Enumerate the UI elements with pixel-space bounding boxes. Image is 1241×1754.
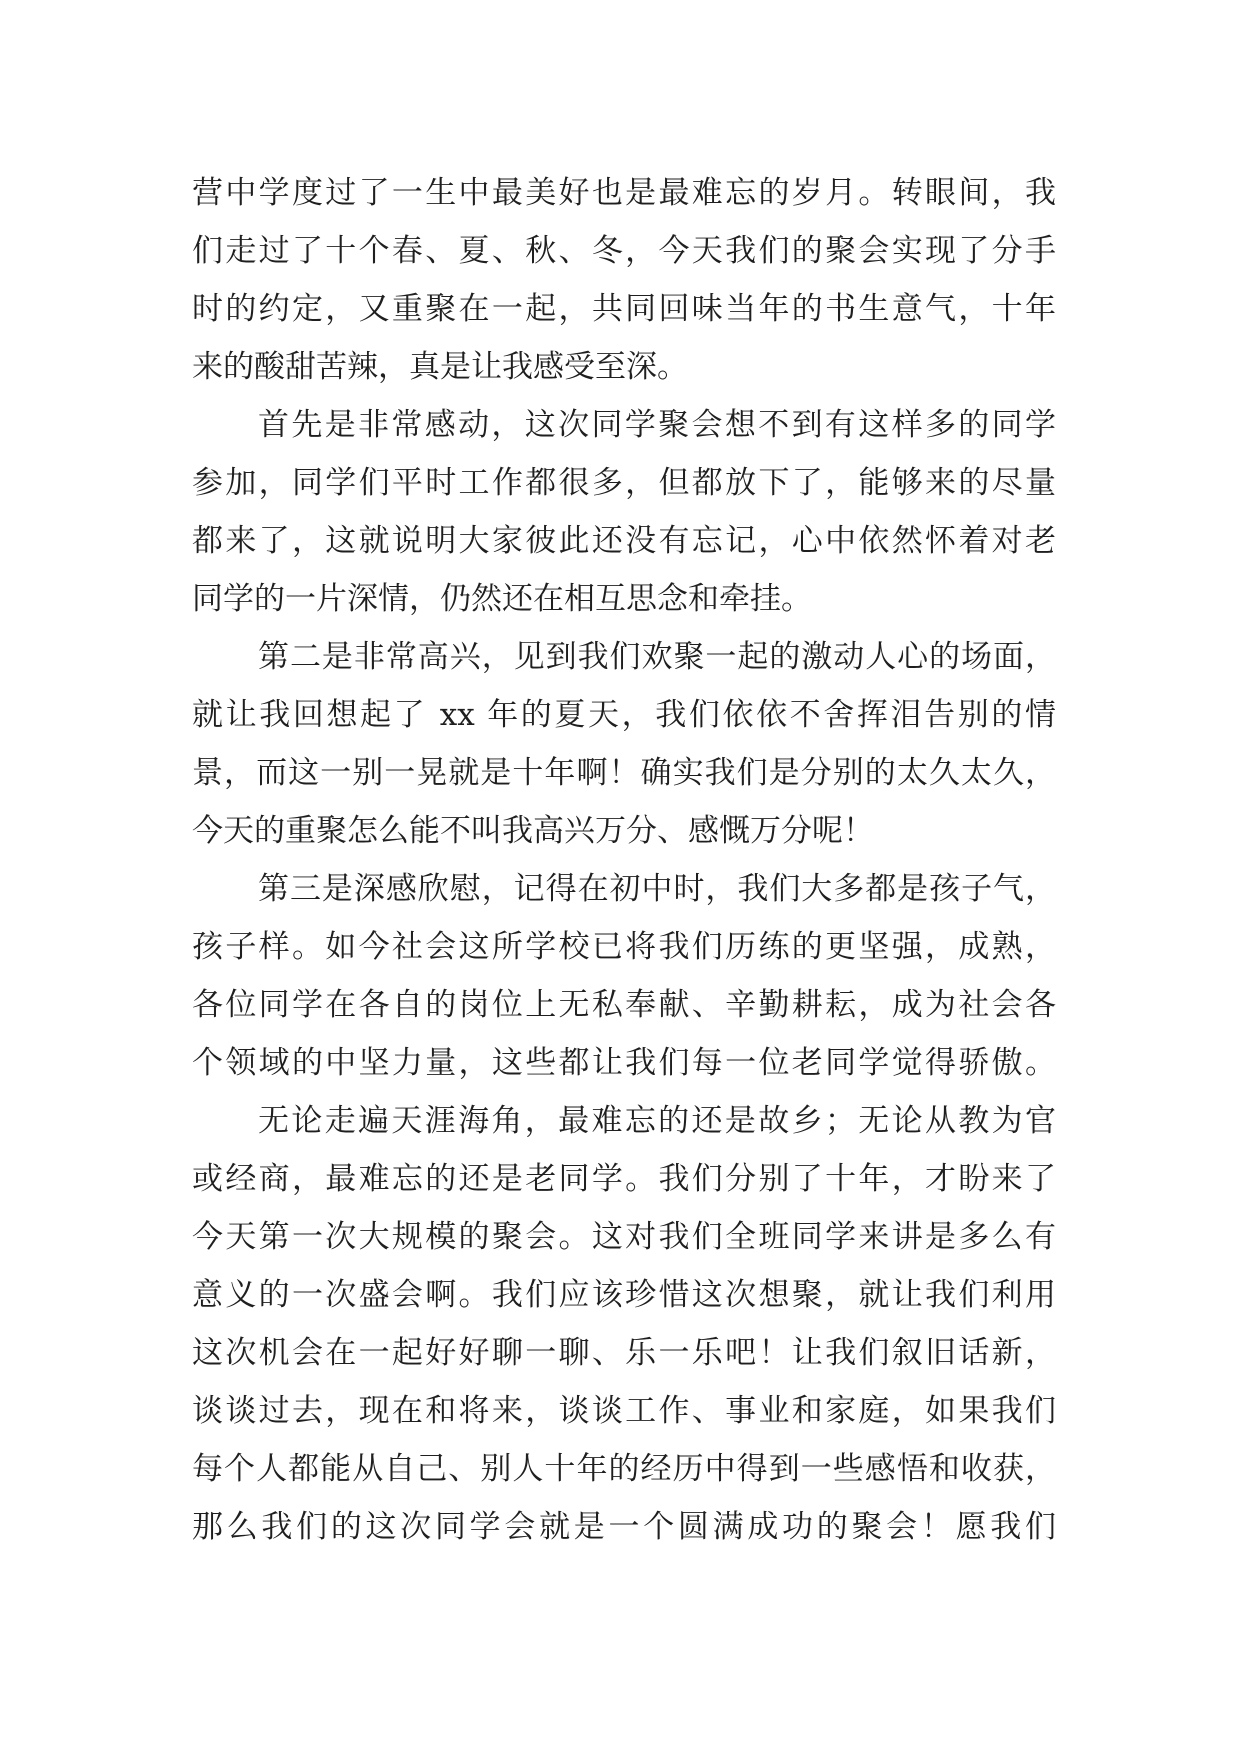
text-line: 孩子样。如今社会这所学校已将我们历练的更坚强，成熟， bbox=[192, 929, 1056, 965]
paragraph-first-line: 第二是非常高兴，见到我们欢聚一起的激动人心的场面， bbox=[258, 639, 1056, 675]
text-line: 个领域的中坚力量，这些都让我们每一位老同学觉得骄傲。 bbox=[192, 1045, 1056, 1081]
paragraph-first-line: 首先是非常感动，这次同学聚会想不到有这样多的同学 bbox=[258, 407, 1056, 443]
text-line: 营中学度过了一生中最美好也是最难忘的岁月。转眼间，我 bbox=[192, 175, 1056, 211]
text-line: 就让我回想起了 xx 年的夏天，我们依依不舍挥泪告别的情 bbox=[192, 697, 1056, 733]
text-line: 意义的一次盛会啊。我们应该珍惜这次想聚，就让我们利用 bbox=[192, 1277, 1056, 1313]
paragraph-first-line: 无论走遍天涯海角，最难忘的还是故乡；无论从教为官 bbox=[258, 1103, 1056, 1139]
text-line: 来的酸甜苦辣，真是让我感受至深。 bbox=[192, 349, 688, 385]
text-line: 同学的一片深情，仍然还在相互思念和牵挂。 bbox=[192, 581, 812, 617]
text-line: 们走过了十个春、夏、秋、冬，今天我们的聚会实现了分手 bbox=[192, 233, 1056, 269]
text-line: 今天第一次大规模的聚会。这对我们全班同学来讲是多么有 bbox=[192, 1219, 1056, 1255]
paragraph-first-line: 第三是深感欣慰，记得在初中时，我们大多都是孩子气， bbox=[258, 871, 1056, 907]
text-line: 各位同学在各自的岗位上无私奉献、辛勤耕耘，成为社会各 bbox=[192, 987, 1056, 1023]
text-line: 那么我们的这次同学会就是一个圆满成功的聚会！愿我们 bbox=[192, 1509, 1056, 1545]
text-line: 时的约定，又重聚在一起，共同回味当年的书生意气，十年 bbox=[192, 291, 1056, 327]
text-line: 都来了，这就说明大家彼此还没有忘记，心中依然怀着对老 bbox=[192, 523, 1056, 559]
text-line: 景，而这一别一晃就是十年啊！确实我们是分别的太久太久， bbox=[192, 755, 1056, 791]
text-line: 参加，同学们平时工作都很多，但都放下了，能够来的尽量 bbox=[192, 465, 1056, 501]
text-line: 这次机会在一起好好聊一聊、乐一乐吧！让我们叙旧话新， bbox=[192, 1335, 1056, 1371]
text-line: 每个人都能从自己、别人十年的经历中得到一些感悟和收获， bbox=[192, 1451, 1056, 1487]
text-line: 或经商，最难忘的还是老同学。我们分别了十年，才盼来了 bbox=[192, 1161, 1056, 1197]
text-line: 谈谈过去，现在和将来，谈谈工作、事业和家庭，如果我们 bbox=[192, 1393, 1056, 1429]
text-line: 今天的重聚怎么能不叫我高兴万分、感慨万分呢！ bbox=[192, 813, 874, 849]
